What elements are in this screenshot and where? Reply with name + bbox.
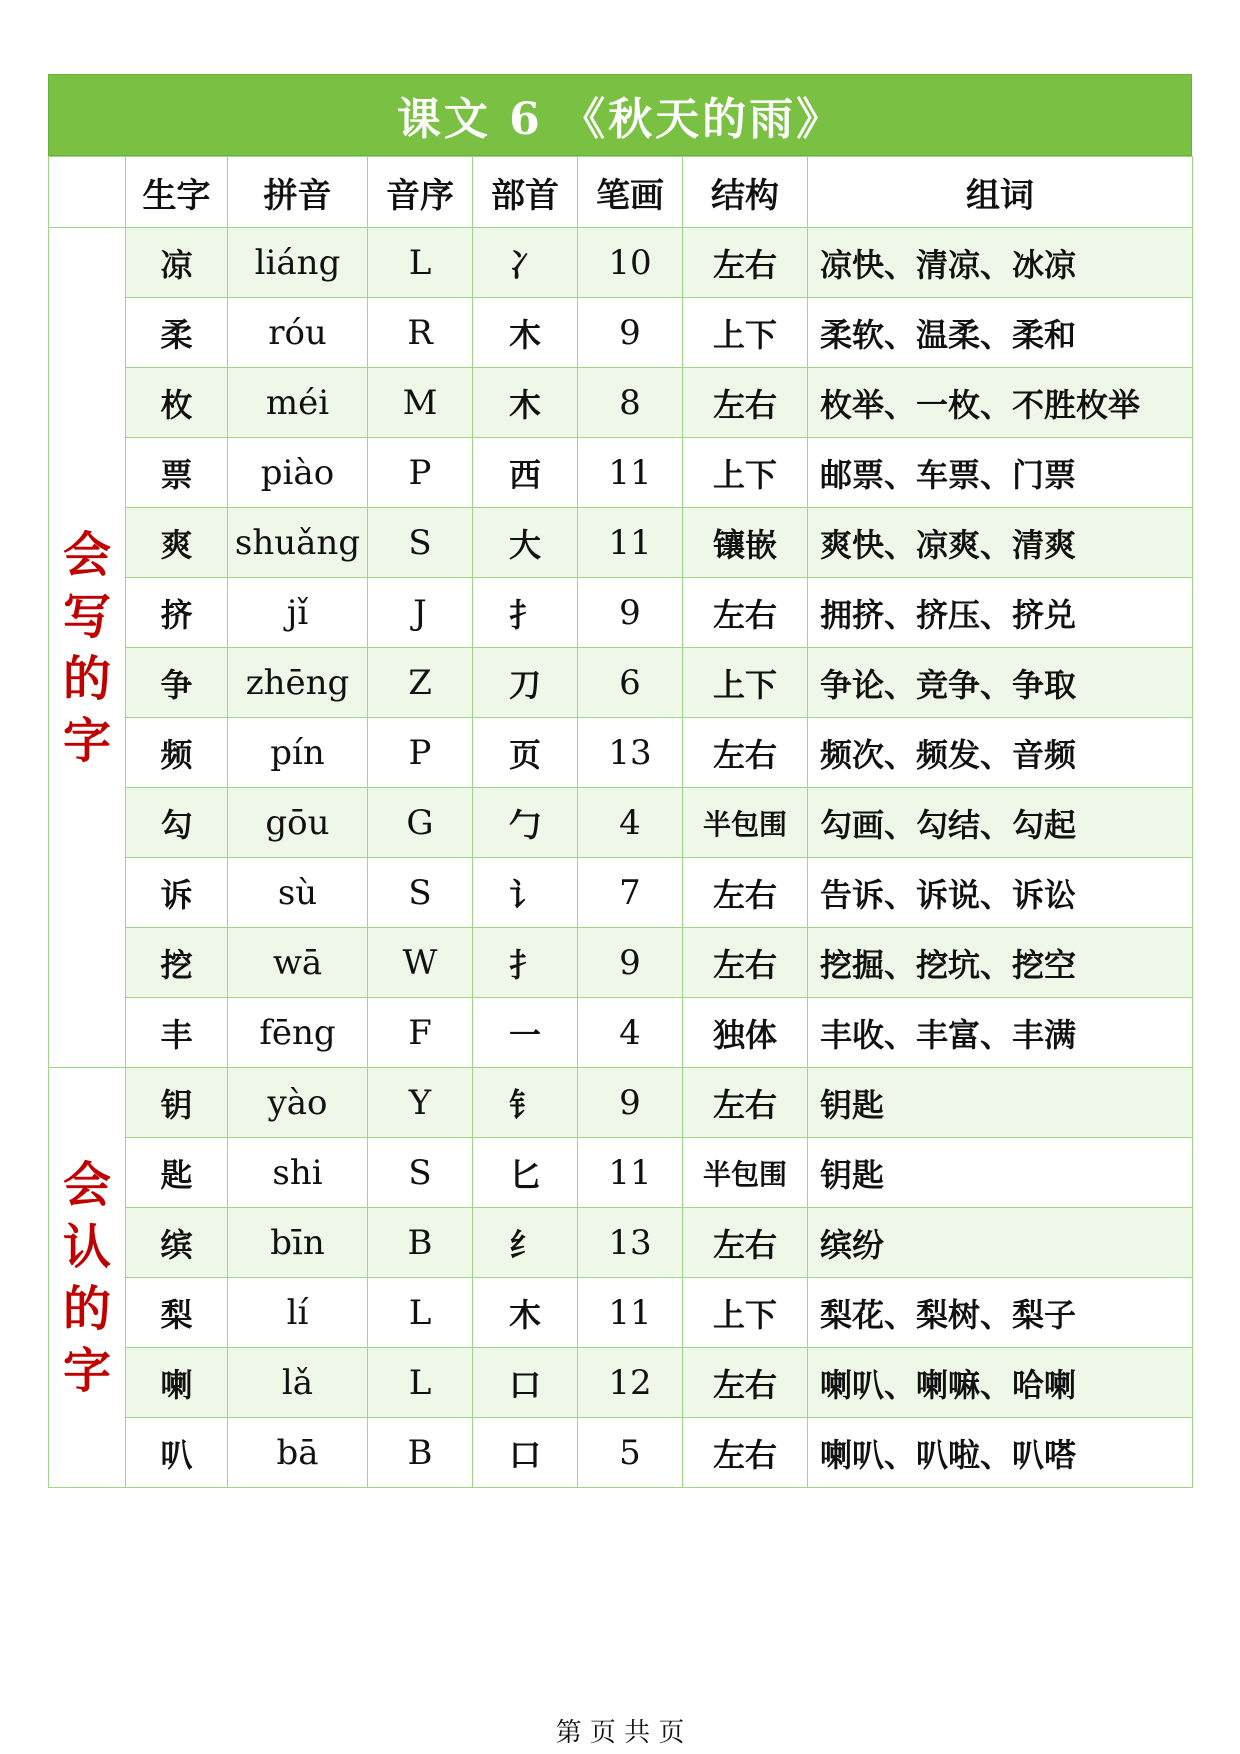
cell-structure: 半包围 [683,788,808,858]
cell-letter: B [368,1418,473,1488]
cell-words: 拥挤、挤压、挤兑 [808,578,1193,648]
cell-radical: 纟 [473,1208,578,1278]
table-row [49,788,1193,858]
cell-structure: 上下 [683,648,808,718]
cell-strokes: 13 [578,1208,683,1278]
cell-pinyin: yào [228,1068,368,1138]
cell-letter: S [368,858,473,928]
cell-radical: 钅 [473,1068,578,1138]
cell-radical: 木 [473,298,578,368]
cell-words: 凉快、清凉、冰凉 [808,228,1193,298]
cell-words: 邮票、车票、门票 [808,438,1193,508]
cell-strokes: 9 [578,298,683,368]
cell-words: 勾画、勾结、勾起 [808,788,1193,858]
cell-radical: 大 [473,508,578,578]
cell-pinyin: zhēng [228,648,368,718]
group-label: 会 写 的 字 [49,228,126,1068]
cell-letter: W [368,928,473,998]
cell-char: 丰 [126,998,228,1068]
cell-char: 挖 [126,928,228,998]
cell-strokes: 11 [578,438,683,508]
cell-words: 钥匙 [808,1068,1193,1138]
cell-radical: 刀 [473,648,578,718]
cell-letter: F [368,998,473,1068]
cell-words: 枚举、一枚、不胜枚举 [808,368,1193,438]
cell-char: 爽 [126,508,228,578]
header-radical: 部首 [473,157,578,228]
cell-pinyin: gōu [228,788,368,858]
cell-char: 缤 [126,1208,228,1278]
cell-radical: 讠 [473,858,578,928]
cell-pinyin: sù [228,858,368,928]
cell-words: 梨花、梨树、梨子 [808,1278,1193,1348]
table-row [49,508,1193,578]
table-row [49,298,1193,368]
cell-pinyin: bīn [228,1208,368,1278]
cell-structure: 左右 [683,228,808,298]
cell-words: 喇叭、叭啦、叭嗒 [808,1418,1193,1488]
cell-pinyin: shi [228,1138,368,1208]
vocabulary-table [48,156,1193,1488]
cell-strokes: 13 [578,718,683,788]
cell-pinyin: piào [228,438,368,508]
table-row [49,648,1193,718]
header-strokes: 笔画 [578,157,683,228]
header-structure: 结构 [683,157,808,228]
cell-structure: 左右 [683,368,808,438]
header-row [49,157,1193,228]
table-row [49,1138,1193,1208]
cell-char: 枚 [126,368,228,438]
vocabulary-sheet [48,74,1192,1488]
cell-letter: Y [368,1068,473,1138]
cell-radical: 木 [473,368,578,438]
header-words: 组词 [808,157,1193,228]
cell-pinyin: méi [228,368,368,438]
cell-structure: 左右 [683,1068,808,1138]
cell-strokes: 9 [578,928,683,998]
cell-char: 柔 [126,298,228,368]
cell-words: 喇叭、喇嘛、哈喇 [808,1348,1193,1418]
cell-pinyin: fēng [228,998,368,1068]
table-row [49,858,1193,928]
cell-pinyin: pín [228,718,368,788]
cell-structure: 左右 [683,578,808,648]
cell-words: 柔软、温柔、柔和 [808,298,1193,368]
cell-pinyin: liáng [228,228,368,298]
cell-char: 梨 [126,1278,228,1348]
cell-words: 丰收、丰富、丰满 [808,998,1193,1068]
cell-words: 爽快、凉爽、清爽 [808,508,1193,578]
cell-strokes: 11 [578,1138,683,1208]
cell-strokes: 8 [578,368,683,438]
cell-strokes: 9 [578,578,683,648]
cell-radical: 勹 [473,788,578,858]
cell-strokes: 11 [578,508,683,578]
table-row [49,228,1193,298]
cell-strokes: 4 [578,788,683,858]
cell-structure: 上下 [683,1278,808,1348]
cell-strokes: 5 [578,1418,683,1488]
cell-radical: 页 [473,718,578,788]
cell-structure: 左右 [683,928,808,998]
cell-structure: 独体 [683,998,808,1068]
cell-radical: 西 [473,438,578,508]
cell-words: 钥匙 [808,1138,1193,1208]
header-char: 生字 [126,157,228,228]
cell-pinyin: lí [228,1278,368,1348]
cell-char: 频 [126,718,228,788]
cell-strokes: 9 [578,1068,683,1138]
cell-words: 频次、频发、音频 [808,718,1193,788]
cell-radical: 扌 [473,928,578,998]
cell-words: 缤纷 [808,1208,1193,1278]
cell-strokes: 11 [578,1278,683,1348]
header-letter: 音序 [368,157,473,228]
table-row [49,1418,1193,1488]
cell-char: 叭 [126,1418,228,1488]
cell-radical: 一 [473,998,578,1068]
cell-structure: 左右 [683,1418,808,1488]
cell-strokes: 7 [578,858,683,928]
cell-letter: P [368,718,473,788]
table-row [49,928,1193,998]
cell-letter: L [368,1278,473,1348]
table-row [49,1068,1193,1138]
header-group [49,157,126,228]
cell-structure: 镶嵌 [683,508,808,578]
cell-letter: M [368,368,473,438]
cell-structure: 半包围 [683,1138,808,1208]
cell-strokes: 6 [578,648,683,718]
cell-strokes: 12 [578,1348,683,1418]
cell-radical: 匕 [473,1138,578,1208]
cell-letter: G [368,788,473,858]
cell-words: 挖掘、挖坑、挖空 [808,928,1193,998]
cell-pinyin: róu [228,298,368,368]
cell-radical: 木 [473,1278,578,1348]
cell-char: 票 [126,438,228,508]
cell-letter: S [368,508,473,578]
cell-char: 争 [126,648,228,718]
cell-char: 匙 [126,1138,228,1208]
cell-structure: 左右 [683,1208,808,1278]
cell-letter: R [368,298,473,368]
cell-char: 挤 [126,578,228,648]
cell-letter: S [368,1138,473,1208]
cell-structure: 左右 [683,718,808,788]
cell-pinyin: bā [228,1418,368,1488]
cell-char: 勾 [126,788,228,858]
cell-letter: B [368,1208,473,1278]
table-row [49,718,1193,788]
cell-strokes: 10 [578,228,683,298]
cell-radical: 冫 [473,228,578,298]
cell-char: 喇 [126,1348,228,1418]
table-row [49,998,1193,1068]
cell-radical: 口 [473,1348,578,1418]
table-row [49,578,1193,648]
cell-structure: 左右 [683,858,808,928]
cell-char: 钥 [126,1068,228,1138]
page-footer: 第 页 共 页 [555,1718,685,1748]
cell-letter: Z [368,648,473,718]
cell-letter: L [368,228,473,298]
cell-words: 告诉、诉说、诉讼 [808,858,1193,928]
table-row [49,438,1193,508]
table-row [49,1278,1193,1348]
cell-letter: L [368,1348,473,1418]
cell-pinyin: shuǎng [228,508,368,578]
cell-structure: 上下 [683,438,808,508]
cell-structure: 上下 [683,298,808,368]
table-row [49,1208,1193,1278]
cell-radical: 口 [473,1418,578,1488]
table-row [49,1348,1193,1418]
cell-letter: J [368,578,473,648]
table-row [49,368,1193,438]
cell-char: 诉 [126,858,228,928]
sheet-title: 课文 6 《秋天的雨》 [48,74,1192,156]
group-label: 会 认 的 字 [49,1068,126,1488]
header-pinyin: 拼音 [228,157,368,228]
cell-pinyin: wā [228,928,368,998]
cell-words: 争论、竞争、争取 [808,648,1193,718]
cell-pinyin: lǎ [228,1348,368,1418]
cell-pinyin: jǐ [228,578,368,648]
cell-structure: 左右 [683,1348,808,1418]
cell-radical: 扌 [473,578,578,648]
cell-letter: P [368,438,473,508]
cell-char: 凉 [126,228,228,298]
cell-strokes: 4 [578,998,683,1068]
